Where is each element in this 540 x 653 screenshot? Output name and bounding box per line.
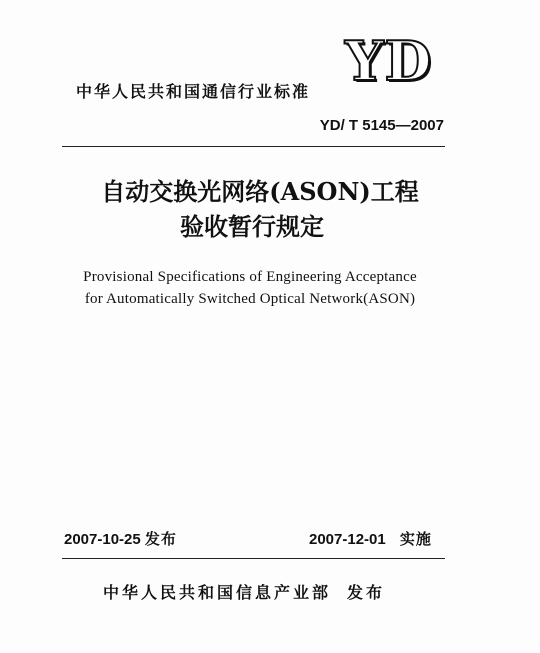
title-chinese-line1: 自动交换光网络(ASON)工程 (101, 177, 419, 206)
implement-date: 2007-12-01 (309, 531, 386, 548)
title-english-line2: for Automatically Switched Optical Network(ASON) (84, 291, 416, 307)
publisher-action: 发布 (347, 583, 386, 602)
publisher-name: 中华人民共和国信息产业部 (102, 583, 331, 602)
publisher-line (0, 585, 514, 601)
yd-logo: YD (345, 29, 433, 93)
title-english-line1: Provisional Specifications of Engineering Acceptance (83, 269, 417, 285)
industry-standard-label: 中华人民共和国通信行业标准 (76, 82, 311, 101)
issue-label: 发布 (144, 531, 177, 548)
title-chinese-line2: 验收暂行规定 (180, 212, 324, 241)
implement-label: 实施 (399, 531, 432, 548)
issue-date: 2007-10-25 (64, 531, 141, 548)
standard-number: YD/ T 5145—2007 (319, 117, 444, 134)
